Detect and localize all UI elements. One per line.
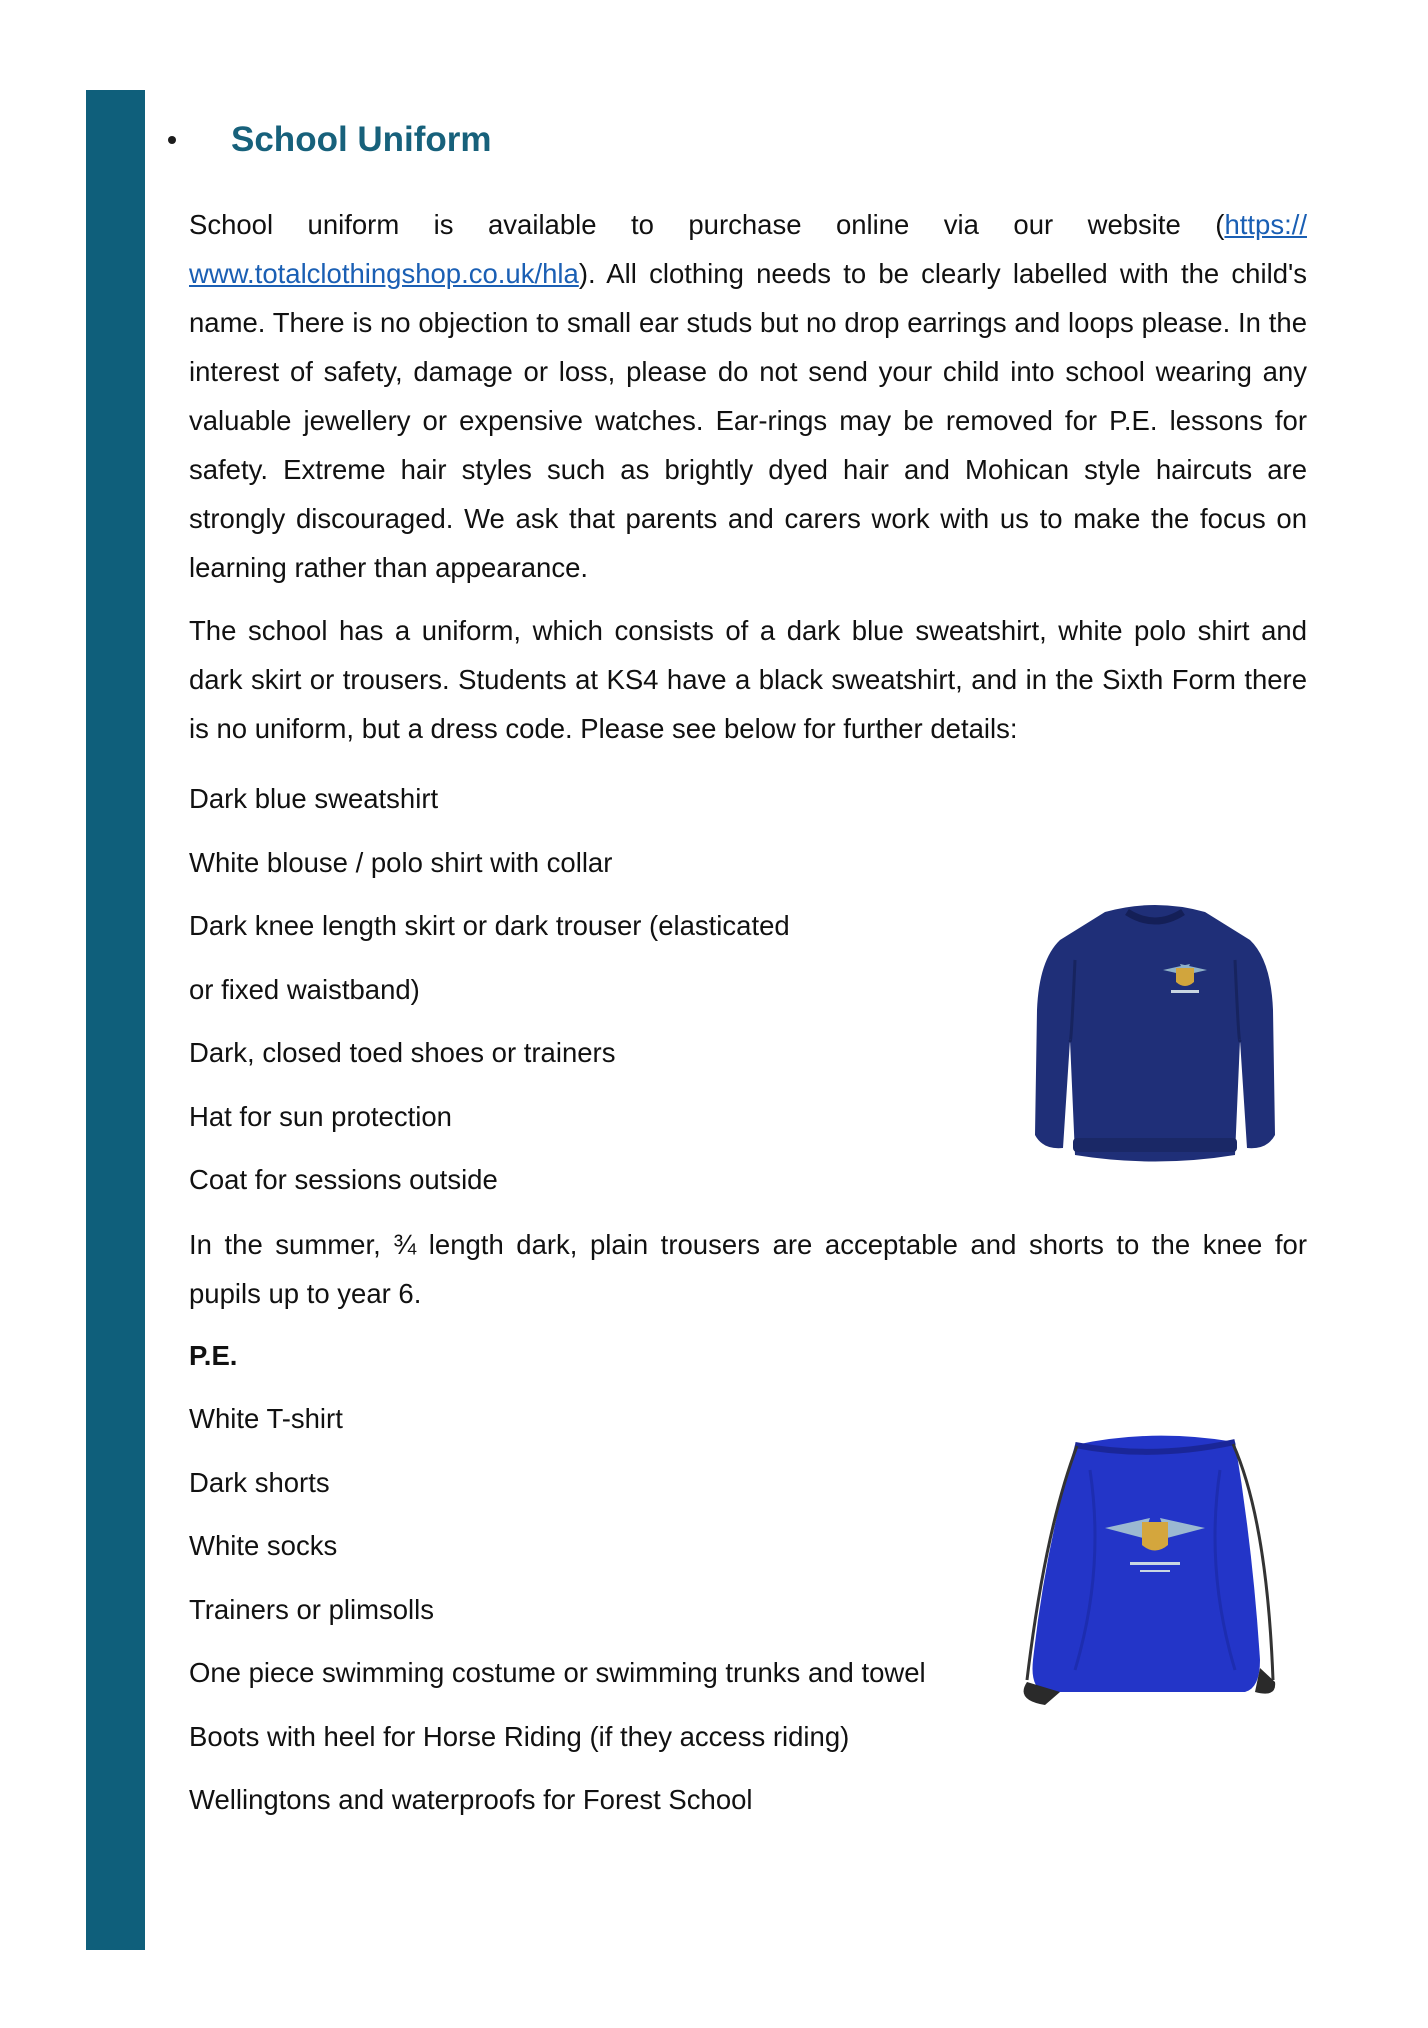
uniform-item: Coat for sessions outside [189, 1164, 498, 1195]
pe-item: Trainers or plimsolls [189, 1593, 435, 1625]
section-title: School Uniform [231, 120, 492, 159]
summer-note: In the summer, ¾ length dark, plain trousers are acceptable and shorts to the knee for pupils up to year 6. [189, 1228, 1307, 1309]
uniform-item: White blouse / polo shirt with collar [189, 846, 613, 878]
uniform-item: or fixed waistband) [189, 973, 420, 1005]
pe-item: White socks [189, 1530, 338, 1561]
pe-item: White T-shirt [189, 1403, 343, 1434]
sweatshirt-image [1035, 900, 1275, 1170]
pe-item: Dark shorts [189, 1466, 330, 1498]
pe-item: Boots with heel for Horse Riding (if they access riding) [189, 1720, 850, 1752]
uniform-item: Dark blue sweatshirt [189, 783, 439, 814]
section-heading [160, 120, 492, 160]
intro-text-before: School uniform is available to purchase online via our website ( [189, 209, 1225, 240]
shop-link[interactable]: https:// www.totalclothingshop.co.uk/hla [189, 209, 1307, 289]
uniform-item: Hat for sun protection [189, 1100, 452, 1132]
bullet-icon [168, 136, 176, 144]
drawstring-bag-image [1005, 1430, 1300, 1720]
uniform-item: Dark, closed toed shoes or trainers [189, 1037, 616, 1068]
pe-heading: P.E. [189, 1339, 238, 1371]
pe-item: Wellingtons and waterproofs for Forest School [189, 1784, 753, 1815]
uniform-paragraph: The school has a uniform, which consists of a dark blue sweatshirt, white polo shirt and dark skirt or trousers. Students at KS4 have a black sweatshirt, and in the Sixth Form there is no uniform, but a dress code. Please see below for further details: [189, 615, 1307, 744]
uniform-item: Dark knee length skirt or dark trouser (elasticated [189, 910, 790, 941]
intro-paragraph [189, 200, 1307, 592]
sidebar-stripe [86, 90, 145, 1950]
intro-text-after: ). All clothing needs to be clearly labelled with the child's name. There is no objection to small ear studs but no drop earrings and loops please. In the interest of safety, damage or loss, please do not send your child into school wearing any valuable jewellery or expensive watches. Ear-rings may be removed for P.E. lessons for safety. Extreme hair styles such as brightly dyed hair and Mohican style haircuts are strongly discouraged. We ask that parents and carers work with us to make the focus on learning rather than appearance. [189, 258, 1307, 583]
pe-item: One piece swimming costume or swimming trunks and towel [189, 1657, 926, 1688]
